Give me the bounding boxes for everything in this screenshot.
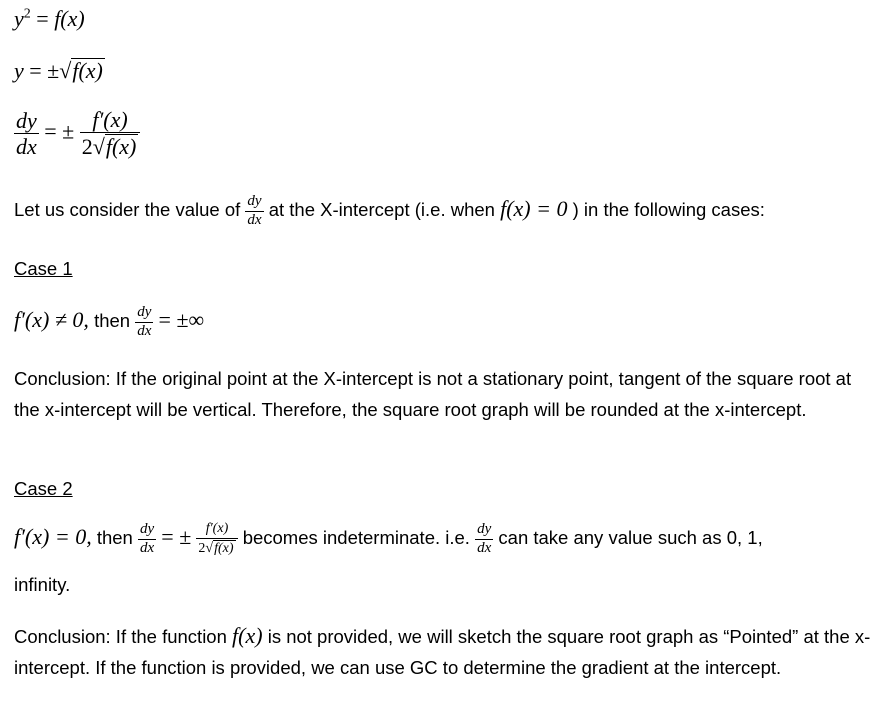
intro-numerator: dy <box>245 194 263 212</box>
case2-text-after: can take any value such as 0, 1, <box>498 527 763 549</box>
case2-conclusion-function: f(x) <box>232 623 263 648</box>
case2-radicand: f(x) <box>214 540 234 556</box>
intro-denominator: dx <box>247 211 262 228</box>
case2-conclusion-after: is not provided, we will sketch the square root graph as “Pointed” at the x-intercept. If the function is provided, we can use GC to determine the gradient at the intercept. <box>14 626 871 678</box>
eq3-operator: = ± <box>44 118 75 144</box>
eq1-lhs: y <box>14 6 24 31</box>
case2-rhs-fraction <box>196 522 237 556</box>
equation-y-squared <box>14 6 85 32</box>
intro-text-before: Let us consider the value of <box>14 199 241 221</box>
case2-then: then <box>96 527 133 549</box>
eq2-radicand: f(x) <box>72 58 103 83</box>
case2-rhs-numerator: f′(x) <box>196 522 237 539</box>
intro-text-after: ) in the following cases: <box>572 199 765 221</box>
eq3-coefficient: 2 <box>81 134 93 160</box>
intro-condition: f(x) = 0 <box>500 196 568 222</box>
case1-heading: Case 1 <box>14 258 73 279</box>
eq3-lhs-denominator: dx <box>16 134 37 160</box>
case1-equation <box>14 305 204 340</box>
case2-coefficient: 2 <box>198 540 206 556</box>
case2-operator: = ± <box>161 524 192 550</box>
eq3-lhs-numerator: dy <box>16 108 37 134</box>
case2-line2: infinity. <box>14 574 71 595</box>
intro-derivative-fraction <box>245 194 263 229</box>
eq3-rhs-denominator <box>80 133 141 159</box>
eq3-radicand: f(x) <box>105 134 137 160</box>
case2-condition: f′(x) = 0, <box>14 524 92 550</box>
case1-fraction <box>135 305 153 340</box>
intro-text-middle: at the X-intercept (i.e. when <box>268 199 495 221</box>
case2-radical-sign: √ <box>205 540 214 556</box>
case1-result: = ±∞ <box>158 307 205 333</box>
case2-lhs-fraction <box>138 522 156 557</box>
eq3-rhs-fraction <box>80 108 141 159</box>
case2-conclusion-before: Conclusion: If the function <box>14 626 227 647</box>
case2-conclusion <box>14 620 874 683</box>
case1-numerator: dy <box>135 305 153 323</box>
case2-second-numerator: dy <box>475 522 493 540</box>
eq3-rhs-numerator: f′(x) <box>80 108 141 133</box>
case2-heading: Case 2 <box>14 478 73 499</box>
eq1-exponent: 2 <box>23 6 31 22</box>
eq1-rhs: f(x) <box>54 6 85 31</box>
case1-then: then <box>94 310 131 332</box>
case2-second-fraction <box>475 522 493 557</box>
eq2-radical-sign: √ <box>59 58 72 83</box>
case2-rhs-denominator <box>196 539 237 557</box>
eq1-operator: = <box>36 6 49 31</box>
case1-conclusion: Conclusion: If the original point at the X-intercept is not a stationary point, tangent of the square root at the x-intercept will be vertical. Therefore, the square root graph will be rounded at the x-intercept. <box>14 368 852 420</box>
eq2-operator: = ± <box>29 58 60 83</box>
eq3-lhs-fraction <box>14 109 39 158</box>
case2-second-denominator: dx <box>477 539 492 556</box>
case2-lhs-denominator: dx <box>139 539 155 556</box>
case1-denominator: dx <box>137 322 152 339</box>
eq2-lhs: y <box>14 58 24 83</box>
case2-equation <box>14 522 763 557</box>
case1-condition: f′(x) ≠ 0, <box>14 307 89 333</box>
case2-text-middle: becomes indeterminate. i.e. <box>242 527 470 549</box>
equation-derivative <box>14 108 140 159</box>
intro-line <box>14 194 765 229</box>
equation-y-root <box>14 58 105 84</box>
eq3-radical-sign: √ <box>92 134 105 160</box>
case2-lhs-numerator: dy <box>138 522 156 540</box>
